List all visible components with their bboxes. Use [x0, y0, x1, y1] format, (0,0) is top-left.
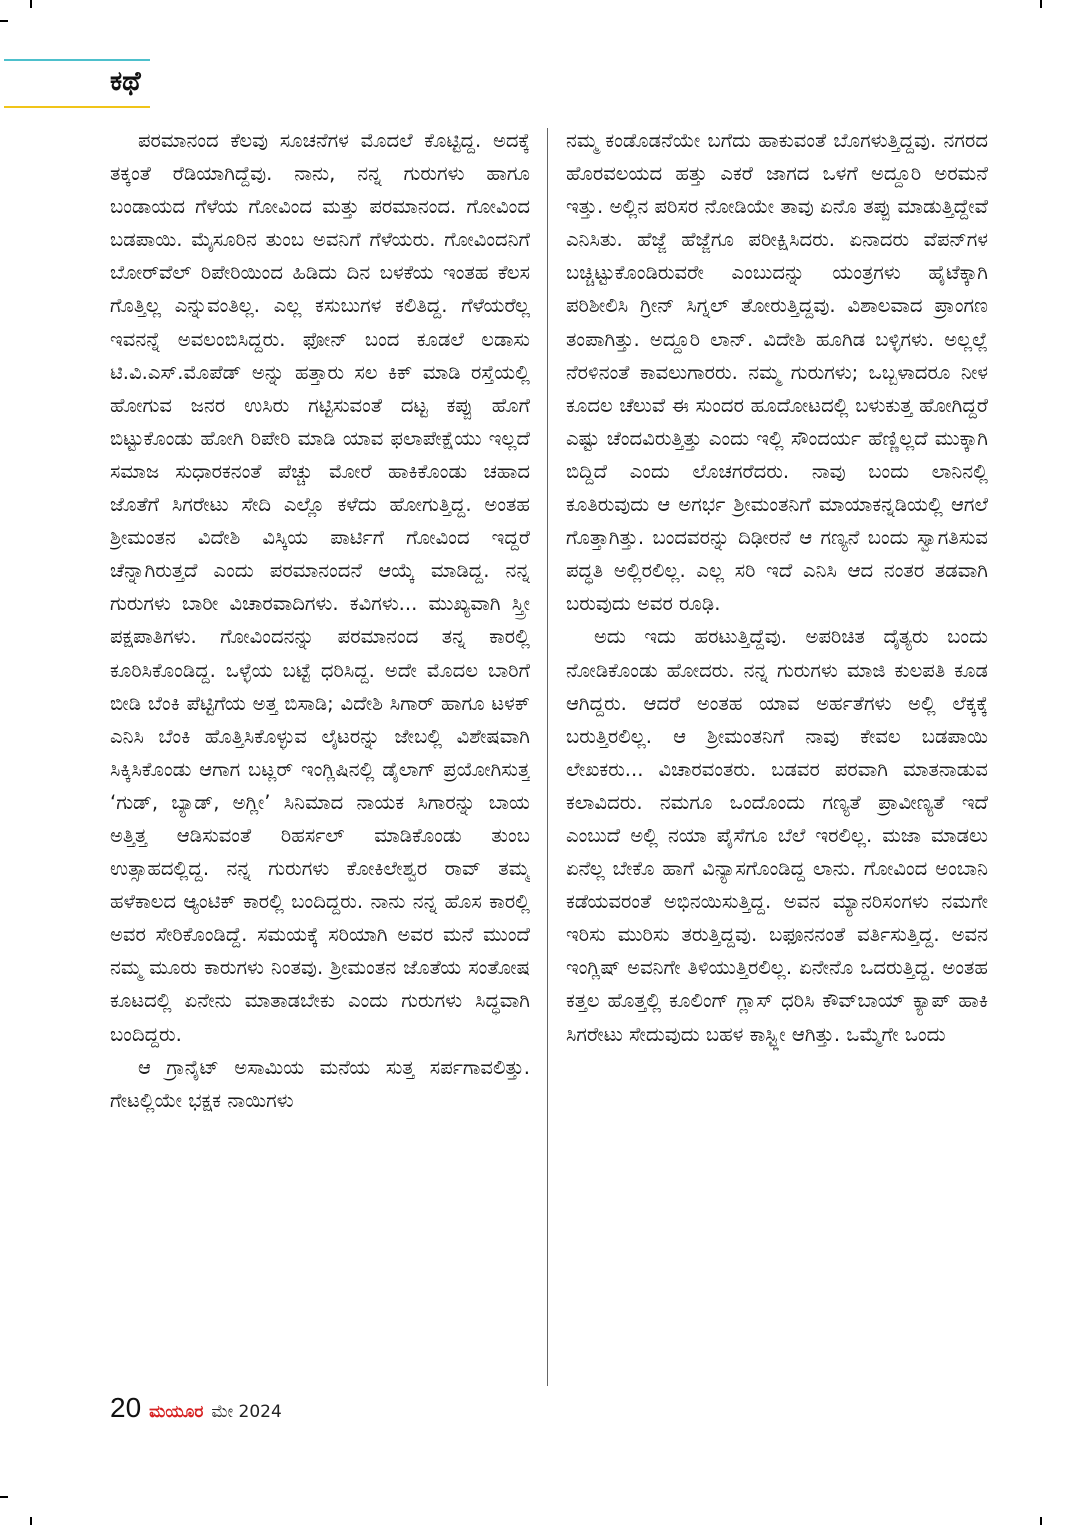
crop-mark [1040, 1517, 1042, 1525]
page-number: 20 [110, 1392, 142, 1423]
column-divider [547, 128, 548, 1386]
header-accent-rule-top [4, 59, 150, 61]
crop-mark [0, 20, 8, 22]
page-footer [110, 1392, 282, 1428]
crop-mark [30, 0, 32, 8]
paragraph: ಆ ಗ್ರಾನೈಟ್ ಅಸಾಮಿಯ ಮನೆಯ ಸುತ್ತ ಸರ್ಪಗಾವಲಿತ್ತು. ಗೇಟಲ್ಲಿಯೇ ಭಕ್ಷಕ ನಾಯಿಗಳು [110, 1055, 530, 1112]
crop-mark [0, 1496, 8, 1498]
section-title: ಕಥೆ [110, 66, 141, 97]
paragraph: ಪರಮಾನಂದ ಕೆಲವು ಸೂಚನೆಗಳ ಮೊದಲೆ ಕೊಟ್ಟಿದ್ದ. ಅದಕ್ಕೆ ತಕ್ಕಂತೆ ರೆಡಿಯಾಗಿದ್ದೆವು. ನಾನು, ನನ್ನ ಗುರುಗಳು ಹಾಗೂ ಬಂಡಾಯದ ಗೆಳೆಯ ಗೋವಿಂದ ಮತ್ತು ಪರಮಾನಂದ. ಗೋವಿಂದ ಬಡಪಾಯಿ. ಮೈಸೂರಿನ ತುಂಬ ಅವನಿಗೆ ಗೆಳೆಯರು. ಗೋವಿಂದನಿಗೆ ಬೋರ್‌ವೆಲ್ ರಿಪೇರಿಯಿಂದ ಹಿಡಿದು ದಿನ ಬಳಕೆಯ ಇಂತಹ ಕೆಲಸ ಗೊತ್ತಿಲ್ಲ ಎನ್ನುವಂತಿಲ್ಲ. ಎಲ್ಲ ಕಸುಬುಗಳ ಕಲಿತಿದ್ದ. ಗೆಳೆಯರೆಲ್ಲ ಇವನನ್ನೆ ಅವಲಂಬಿಸಿದ್ದರು. ಫೋನ್ ಬಂದ ಕೂಡಲೆ ಲಡಾಸು ಟಿ.ವಿ.ಎಸ್.ಮೊಪೆಡ್ ಅನ್ನು ಹತ್ತಾರು ಸಲ ಕಿಕ್ ಮಾಡಿ ರಸ್ತೆಯಲ್ಲಿ ಹೋಗುವ ಜನರ ಉಸಿರು ಗಟ್ಟಿಸುವಂತೆ ದಟ್ಟ ಕಪ್ಪು ಹೊಗೆ ಬಿಟ್ಟುಕೊಂಡು ಹೋಗಿ ರಿಪೇರಿ ಮಾಡಿ ಯಾವ ಫಲಾಪೇಕ್ಷೆಯು ಇಲ್ಲದೆ ಸಮಾಜ ಸುಧಾರಕನಂತೆ ಪೆಚ್ಚು ಮೋರೆ ಹಾಕಿಕೊಂಡು ಚಹಾದ ಜೊತೆಗೆ ಸಿಗರೇಟು ಸೇದಿ ಎಲ್ಲೊ ಕಳೆದು ಹೋಗುತ್ತಿದ್ದ. ಅಂತಹ ಶ್ರೀಮಂತನ ವಿದೇಶಿ ವಿಸ್ಕಿಯ ಪಾರ್ಟಿಗೆ ಗೋವಿಂದ ಇದ್ದರೆ ಚೆನ್ನಾಗಿರುತ್ತದೆ ಎಂದು ಪರಮಾನಂದನೆ ಆಯ್ಕೆ ಮಾಡಿದ್ದ. ನನ್ನ ಗುರುಗಳು ಬಾರೀ ವಿಚಾರವಾದಿಗಳು. ಕವಿಗಳು... ಮುಖ್ಯವಾಗಿ ಸ್ತ್ರೀ ಪಕ್ಷಪಾತಿಗಳು. ಗೋವಿಂದನನ್ನು ಪರಮಾನಂದ ತನ್ನ ಕಾರಲ್ಲಿ ಕೂರಿಸಿಕೊಂಡಿದ್ದ. ಒಳ್ಳೆಯ ಬಟ್ಟೆ ಧರಿಸಿದ್ದ. ಅದೇ ಮೊದಲ ಬಾರಿಗೆ ಬೀಡಿ ಬೆಂಕಿ ಪೆಟ್ಟಿಗೆಯ ಅತ್ತ ಬಿಸಾಡಿ; ವಿದೇಶಿ ಸಿಗಾರ್ ಹಾಗೂ ಟಳಕ್ ಎನಿಸಿ ಬೆಂಕಿ ಹೊತ್ತಿಸಿಕೊಳ್ಳುವ ಲೈಟರನ್ನು ಜೇಬಲ್ಲಿ ವಿಶೇಷವಾಗಿ ಸಿಕ್ಕಿಸಿಕೊಂಡು ಆಗಾಗ ಬಟ್ಲರ್ ಇಂಗ್ಲಿಷಿನಲ್ಲಿ ಡೈಲಾಗ್ ಪ್ರಯೋಗಿಸುತ್ತ ‘ಗುಡ್, ಬ್ಯಾಡ್, ಅಗ್ಲೀ’ ಸಿನಿಮಾದ ನಾಯಕ ಸಿಗಾರನ್ನು ಬಾಯ ಅತ್ತಿತ್ತ ಆಡಿಸುವಂತೆ ರಿಹರ್ಸಲ್ ಮಾಡಿಕೊಂಡು ತುಂಬ ಉತ್ಸಾಹದಲ್ಲಿದ್ದ. ನನ್ನ ಗುರುಗಳು ಕೋಕಿಲೇಶ್ವರ ರಾವ್ ತಮ್ಮ ಹಳೆಕಾಲದ ಆ್ಯಂಟಿಕ್ ಕಾರಲ್ಲಿ ಬಂದಿದ್ದರು. ನಾನು ನನ್ನ ಹೊಸ ಕಾರಲ್ಲಿ ಅವರ ಸೇರಿಕೊಂಡಿದ್ದೆ. ಸಮಯಕ್ಕೆ ಸರಿಯಾಗಿ ಅವರ ಮನೆ ಮುಂದೆ ನಮ್ಮ ಮೂರು ಕಾರುಗಳು ನಿಂತವು. ಶ್ರೀಮಂತನ ಜೊತೆಯ ಸಂತೋಷ ಕೂಟದಲ್ಲಿ ಏನೇನು ಮಾತಾಡಬೇಕು ಎಂದು ಗುರುಗಳು ಸಿದ್ಧವಾಗಿ ಬಂದಿದ್ದರು. [110, 129, 530, 1046]
issue-date: ಮೇ 2024 [211, 1402, 282, 1422]
left-column [110, 124, 530, 1394]
paragraph: ನಮ್ಮ ಕಂಡೊಡನೆಯೇ ಬಗೆದು ಹಾಕುವಂತೆ ಬೊಗಳುತ್ತಿದ್ದವು. ನಗರದ ಹೊರವಲಯದ ಹತ್ತು ಎಕರೆ ಜಾಗದ ಒಳಗೆ ಅದ್ದೂರಿ ಅರಮನೆ ಇತ್ತು. ಅಲ್ಲಿನ ಪರಿಸರ ನೋಡಿಯೇ ತಾವು ಏನೊ ತಪ್ಪು ಮಾಡುತ್ತಿದ್ದೇವೆ ಎನಿಸಿತು. ಹೆಜ್ಜೆ ಹೆಜ್ಜೆಗೂ ಪರೀಕ್ಷಿಸಿದರು. ಏನಾದರು ವೆಪನ್‌ಗಳ ಬಚ್ಚಿಟ್ಟುಕೊಂಡಿರುವರೇ ಎಂಬುದನ್ನು ಯಂತ್ರಗಳು ಹೈಟೆಕ್ಕಾಗಿ ಪರಿಶೀಲಿಸಿ ಗ್ರೀನ್ ಸಿಗ್ನಲ್ ತೋರುತ್ತಿದ್ದವು. ವಿಶಾಲವಾದ ಪ್ರಾಂಗಣ ತಂಪಾಗಿತ್ತು. ಅದ್ದೂರಿ ಲಾನ್. ವಿದೇಶಿ ಹೂಗಿಡ ಬಳ್ಳಿಗಳು. ಅಲ್ಲಲ್ಲೆ ನೆರಳಿನಂತೆ ಕಾವಲುಗಾರರು. ನಮ್ಮ ಗುರುಗಳು; ಒಬ್ಬಳಾದರೂ ನೀಳ ಕೂದಲ ಚೆಲುವೆ ಈ ಸುಂದರ ಹೂದೋಟದಲ್ಲಿ ಬಳುಕುತ್ತ ಹೋಗಿದ್ದರೆ ಎಷ್ಟು ಚೆಂದವಿರುತ್ತಿತ್ತು ಎಂದು ಇಲ್ಲಿ ಸೌಂದರ್ಯ ಹೆಣ್ಣಿಲ್ಲದೆ ಮುಕ್ಕಾಗಿ ಬಿದ್ದಿದೆ ಎಂದು ಲೊಚಗರೆದರು. ನಾವು ಬಂದು ಲಾನಿನಲ್ಲಿ ಕೂತಿರುವುದು ಆ ಅಗರ್ಭ ಶ್ರೀಮಂತನಿಗೆ ಮಾಯಾಕನ್ನಡಿಯಲ್ಲಿ ಆಗಲೆ ಗೊತ್ತಾಗಿತ್ತು. ಬಂದವರನ್ನು ದಿಢೀರನೆ ಆ ಗಣ್ಯನೆ ಬಂದು ಸ್ವಾಗತಿಸುವ ಪದ್ಧತಿ ಅಲ್ಲಿರಲಿಲ್ಲ. ಎಲ್ಲ ಸರಿ ಇದೆ ಎನಿಸಿ ಆದ ನಂತರ ತಡವಾಗಿ ಬರುವುದು ಅವರ ರೂಢಿ. [566, 129, 988, 616]
header-accent-rule-bottom [4, 106, 150, 108]
right-column [566, 124, 988, 1394]
magazine-logo: ಮಯೂರ [149, 1402, 204, 1422]
crop-mark [1040, 0, 1042, 8]
crop-mark [30, 1517, 32, 1525]
paragraph: ಅದು ಇದು ಹರಟುತ್ತಿದ್ದೆವು. ಅಪರಿಚಿತ ದೈತ್ಯರು ಬಂದು ನೋಡಿಕೊಂಡು ಹೋದರು. ನನ್ನ ಗುರುಗಳು ಮಾಜಿ ಕುಲಪತಿ ಕೂಡ ಆಗಿದ್ದರು. ಆದರೆ ಅಂತಹ ಯಾವ ಅರ್ಹತೆಗಳು ಅಲ್ಲಿ ಲೆಕ್ಕಕ್ಕೆ ಬರುತ್ತಿರಲಿಲ್ಲ. ಆ ಶ್ರೀಮಂತನಿಗೆ ನಾವು ಕೇವಲ ಬಡಪಾಯಿ ಲೇಖಕರು... ವಿಚಾರವಂತರು. ಬಡವರ ಪರವಾಗಿ ಮಾತನಾಡುವ ಕಲಾವಿದರು. ನಮಗೂ ಒಂದೊಂದು ಗಣ್ಯತೆ ಪ್ರಾವೀಣ್ಯತೆ ಇದೆ ಎಂಬುದೆ ಅಲ್ಲಿ ನಯಾ ಪೈಸೆಗೂ ಬೆಲೆ ಇರಲಿಲ್ಲ. ಮಜಾ ಮಾಡಲು ಏನೆಲ್ಲ ಬೇಕೊ ಹಾಗೆ ವಿನ್ಯಾಸಗೊಂಡಿದ್ದ ಲಾನು. ಗೋವಿಂದ ಅಂಬಾನಿ ಕಡೆಯವರಂತೆ ಅಭಿನಯಿಸುತ್ತಿದ್ದ. ಅವನ ಮ್ಯಾನರಿಸಂಗಳು ನಮಗೇ ಇರಿಸು ಮುರಿಸು ತರುತ್ತಿದ್ದವು. ಬಫೂನನಂತೆ ವರ್ತಿಸುತ್ತಿದ್ದ. ಅವನ ಇಂಗ್ಲಿಷ್ ಅವನಿಗೇ ತಿಳಿಯುತ್ತಿರಲಿಲ್ಲ. ಏನೇನೊ ಒದರುತ್ತಿದ್ದ. ಅಂತಹ ಕತ್ತಲ ಹೊತ್ತಲ್ಲಿ ಕೂಲಿಂಗ್ ಗ್ಲಾಸ್ ಧರಿಸಿ ಕೌವ್‌ಬಾಯ್ ಕ್ಯಾಪ್ ಹಾಕಿ ಸಿಗರೇಟು ಸೇದುವುದು ಬಹಳ ಕಾಸ್ಟ್ಲೀ ಆಗಿತ್ತು. ಒಮ್ಮೆಗೇ ಒಂದು [566, 625, 988, 1046]
